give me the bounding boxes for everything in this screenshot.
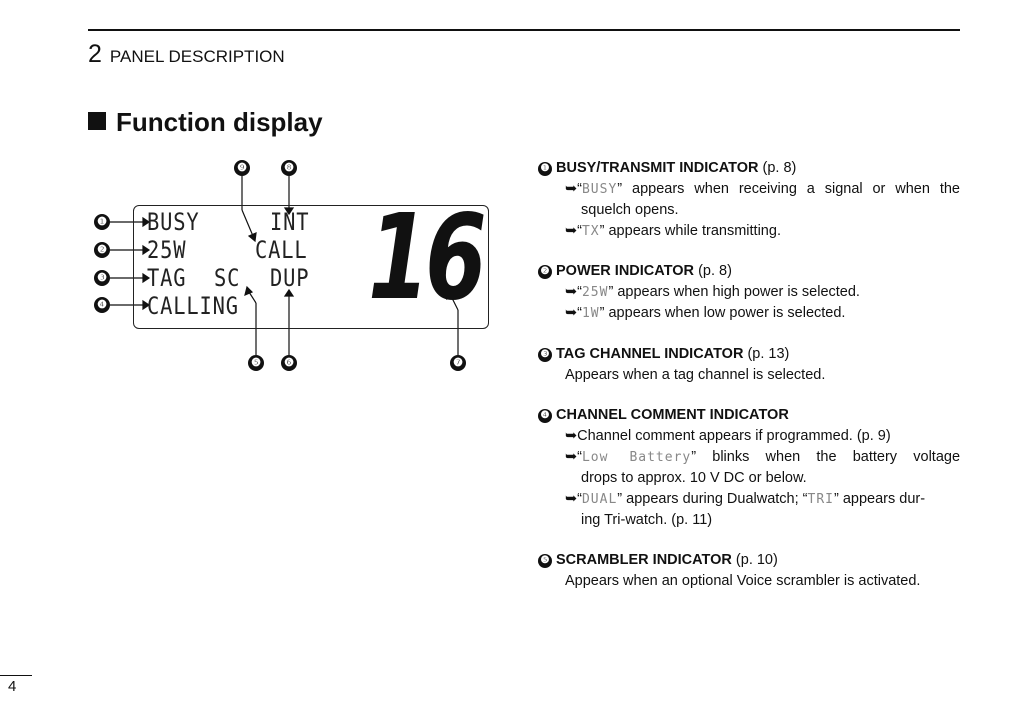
lcd-call: CALL (255, 236, 308, 264)
item-4-bullet-2 (565, 447, 960, 468)
text: ” appears when receiving a signal or when the (617, 181, 960, 197)
text: ” appears dur- (834, 491, 926, 507)
text: ❺ (538, 554, 552, 568)
item-2-bullet-2 (565, 303, 845, 324)
text: ➥“ (565, 305, 582, 321)
text: (p. 10) (735, 552, 778, 568)
text: ➥“ (565, 181, 582, 197)
item-1-bullet-2 (565, 221, 781, 242)
item-4-heading (538, 405, 789, 425)
page-number: 4 (8, 678, 17, 695)
item-5-heading (538, 550, 778, 570)
lcd-dup: DUP (270, 264, 310, 292)
callout-2: ❷ (94, 242, 110, 258)
text: 2 (88, 40, 102, 68)
text: TAG CHANNEL INDICATOR (556, 346, 744, 362)
text: ➥“ (565, 284, 582, 300)
item-1-bullet-1-cont: squelch opens. (581, 202, 679, 218)
item-4-bullet-3-cont: ing Tri-watch. (p. 11) (581, 512, 713, 528)
text: CHANNEL COMMENT INDICATOR (556, 407, 789, 423)
callout-9: ❾ (234, 160, 250, 176)
item-2-heading (538, 261, 732, 281)
text: ❸ (538, 348, 552, 362)
callout-6: ❻ (281, 355, 297, 371)
page-number-rule (0, 675, 32, 676)
lcd-busy: BUSY (147, 208, 200, 236)
text: ” blinks when the battery voltage (691, 449, 961, 465)
text: TRI (807, 492, 834, 507)
item-3-heading (538, 344, 789, 364)
lcd-channel-number: 16 (368, 188, 483, 326)
text: ” appears when high power is selected. (608, 284, 860, 300)
text: 1W (581, 306, 600, 321)
text: TX (581, 224, 600, 239)
item-3-text: Appears when a tag channel is selected. (565, 367, 826, 383)
text: PANEL DESCRIPTION (109, 47, 285, 66)
callout-8: ❽ (281, 160, 297, 176)
text: ❶ (538, 162, 552, 176)
callout-3: ❸ (94, 270, 110, 286)
callout-7: ❼ (450, 355, 466, 371)
lcd-sc: SC (214, 264, 241, 292)
item-1-bullet-1 (565, 179, 960, 200)
text: ” appears during Dualwatch; “ (617, 491, 808, 507)
text: ➥“ (565, 223, 582, 239)
item-1-heading (538, 158, 796, 178)
text: Function display (116, 107, 323, 137)
lcd-power: 25W (147, 236, 187, 264)
text: Low Battery (581, 450, 692, 465)
text: (p. 8) (698, 263, 732, 279)
text: (p. 13) (747, 346, 790, 362)
callout-1: ❶ (94, 214, 110, 230)
text: ” appears while transmitting. (599, 223, 781, 239)
item-2-bullet-1 (565, 282, 860, 303)
lcd-calling: CALLING (147, 292, 239, 320)
item-4-bullet-1: ➥Channel comment appears if programmed. (p. 9) (565, 428, 891, 444)
item-4-bullet-2-cont: drops to approx. 10 V DC or below. (581, 470, 807, 486)
text: 25W (581, 285, 609, 300)
lcd-int: INT (270, 208, 310, 236)
text: ❷ (538, 265, 552, 279)
text: DUAL (581, 492, 618, 507)
text: BUSY/TRANSMIT INDICATOR (556, 160, 759, 176)
text: ➥“ (565, 491, 582, 507)
callout-5: ❺ (248, 355, 264, 371)
item-5-text: Appears when an optional Voice scrambler is activated. (565, 573, 921, 589)
text: SCRAMBLER INDICATOR (556, 552, 732, 568)
text: BUSY (581, 182, 618, 197)
lcd-tag: TAG (147, 264, 187, 292)
text: POWER INDICATOR (556, 263, 695, 279)
item-4-bullet-3 (565, 489, 925, 510)
text: ” appears when low power is selected. (599, 305, 846, 321)
text: ➥“ (565, 449, 582, 465)
callout-4: ❹ (94, 297, 110, 313)
text: (p. 8) (762, 160, 797, 176)
text: ❹ (538, 409, 552, 423)
